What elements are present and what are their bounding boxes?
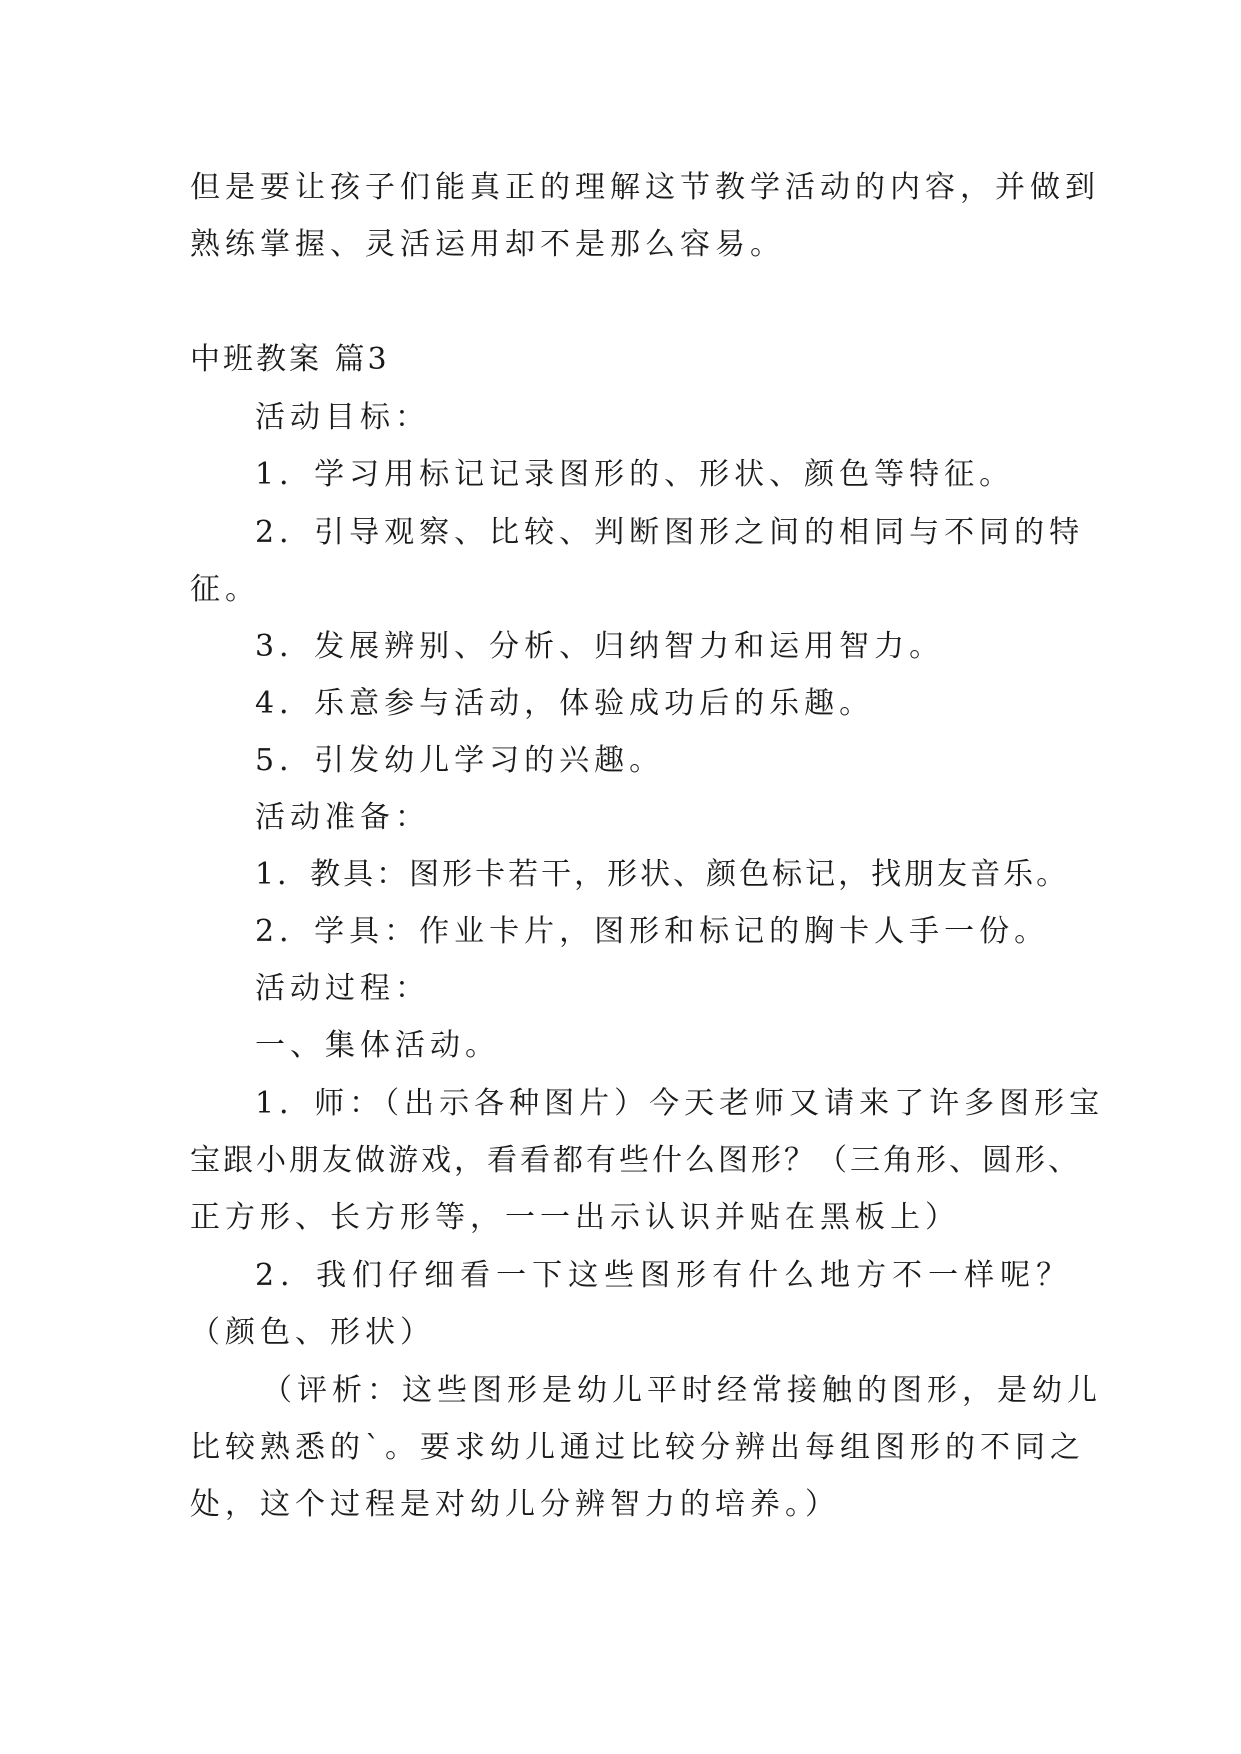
- heading-preparation: 活动准备：: [255, 800, 430, 835]
- list-item: 2．引导观察、比较、判断图形之间的相同与不同的特: [255, 515, 1085, 550]
- list-item: 5．引发幼儿学习的兴趣。: [255, 743, 665, 778]
- heading-objectives: 活动目标：: [255, 400, 430, 435]
- list-item: 2．学具：作业卡片，图形和标记的胸卡人手一份。: [255, 914, 1050, 949]
- paragraph-line: 比较熟悉的`。要求幼儿通过比较分辨出每组图形的不同之: [190, 1430, 1085, 1465]
- section-title: 中班教案 篇3: [190, 342, 390, 377]
- paragraph-line: （颜色、形状）: [190, 1315, 435, 1350]
- paragraph-line: （评析：这些图形是幼儿平时经常接触的图形，是幼儿: [262, 1373, 1102, 1408]
- list-item: 3．发展辨别、分析、归纳智力和运用智力。: [255, 629, 945, 664]
- paragraph-line: 宝跟小朋友做游戏，看看都有些什么图形？（三角形、圆形、: [190, 1143, 1081, 1178]
- list-item: 1．学习用标记记录图形的、形状、颜色等特征。: [255, 457, 1015, 492]
- list-item: 4．乐意参与活动，体验成功后的乐趣。: [255, 686, 875, 721]
- list-item-continuation: 征。: [190, 572, 260, 607]
- paragraph-line: 但是要让孩子们能真正的理解这节教学活动的内容，并做到: [190, 170, 1100, 205]
- paragraph-line: 处，这个过程是对幼儿分辨智力的培养。）: [190, 1487, 840, 1522]
- heading-process: 活动过程：: [255, 971, 430, 1006]
- paragraph-line: 熟练掌握、灵活运用却不是那么容易。: [190, 227, 785, 262]
- subheading: 一、集体活动。: [255, 1028, 500, 1063]
- paragraph-line: 正方形、长方形等，一一出示认识并贴在黑板上）: [190, 1200, 960, 1235]
- paragraph-line: 1．师：（出示各种图片）今天老师又请来了许多图形宝: [255, 1086, 1105, 1121]
- paragraph-line: 2．我们仔细看一下这些图形有什么地方不一样呢？: [255, 1258, 1073, 1293]
- list-item: 1．教具：图形卡若干，形状、颜色标记，找朋友音乐。: [255, 857, 1070, 892]
